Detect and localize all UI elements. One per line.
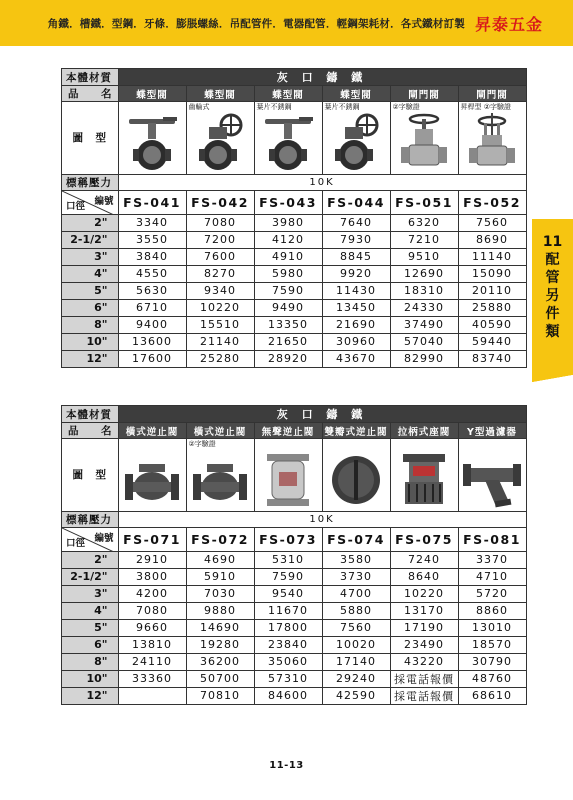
header-categories: 角鐵．槽鐵．型鋼．牙條．膨脹螺絲．吊配管件．電器配管．輕鋼架耗材．各式鐵材訂製	[47, 17, 465, 30]
product-note	[322, 439, 390, 450]
price-cell: 3550	[118, 231, 186, 248]
price-cell: 10220	[186, 299, 254, 316]
price-cell: 4200	[118, 585, 186, 602]
table-row	[62, 636, 527, 653]
price-cell: 43670	[322, 350, 390, 367]
price-cell: 9540	[254, 585, 322, 602]
body-material-value: 灰 口 鑄 鐵	[118, 69, 526, 86]
product-code: FS-072	[186, 527, 254, 551]
product-note	[254, 439, 322, 450]
price-cell: 6320	[390, 214, 458, 231]
product-code: FS-041	[118, 190, 186, 214]
price-cell: 17140	[322, 653, 390, 670]
price-cell: 7590	[254, 282, 322, 299]
price-cell: 4120	[254, 231, 322, 248]
price-cell: 30790	[458, 653, 526, 670]
price-cell: 5910	[186, 568, 254, 585]
price-cell: 13810	[118, 636, 186, 653]
table-row	[62, 551, 527, 568]
size-cell: 8"	[62, 316, 119, 333]
price-cell: 13600	[118, 333, 186, 350]
table-row	[62, 619, 527, 636]
price-cell: 7080	[186, 214, 254, 231]
price-cell: 7030	[186, 585, 254, 602]
product-name: 閘門閥	[458, 86, 526, 102]
product-name: 蝶型閥	[118, 86, 186, 102]
product-name: 橫式逆止閥	[118, 423, 186, 439]
price-cell: 23490	[390, 636, 458, 653]
size-cell: 3"	[62, 248, 119, 265]
price-cell: 4550	[118, 265, 186, 282]
note-row	[62, 102, 527, 113]
image-label: 圖 型	[62, 439, 119, 512]
product-code: FS-044	[322, 190, 390, 214]
size-cell: 3"	[62, 585, 119, 602]
chapter-side-tab	[532, 219, 573, 367]
price-cell: 3370	[458, 551, 526, 568]
price-cell: 3980	[254, 214, 322, 231]
chapter-char: 另	[545, 288, 560, 304]
table-row	[62, 687, 527, 704]
table-row	[62, 299, 527, 316]
size-cell: 6"	[62, 299, 119, 316]
brand-name: 昇泰五金	[474, 14, 543, 34]
product-note: ②字驗證	[186, 439, 254, 450]
price-cell: 5720	[458, 585, 526, 602]
page-header	[0, 0, 573, 46]
price-cell: 48760	[458, 670, 526, 687]
price-cell: 70810	[186, 687, 254, 704]
product-name-label: 品 名	[62, 86, 119, 102]
price-cell: 11140	[458, 248, 526, 265]
price-cell: 29240	[322, 670, 390, 687]
product-name: 蝶型閥	[186, 86, 254, 102]
lever-butterfly-valve-icon	[118, 112, 186, 174]
price-cell: 23840	[254, 636, 322, 653]
price-cell: 83740	[458, 350, 526, 367]
price-cell: 20110	[458, 282, 526, 299]
price-cell: 18310	[390, 282, 458, 299]
price-cell: 7080	[118, 602, 186, 619]
size-cell: 2-1/2"	[62, 231, 119, 248]
size-cell: 2"	[62, 551, 119, 568]
image-row	[62, 449, 527, 511]
price-cell: 7640	[322, 214, 390, 231]
chapter-char: 配	[545, 252, 560, 268]
price-cell: 43220	[390, 653, 458, 670]
price-cell: 5310	[254, 551, 322, 568]
table-row	[62, 316, 527, 333]
price-cell: 7210	[390, 231, 458, 248]
rising-stem-gate-valve-icon	[458, 112, 526, 174]
table-row	[62, 602, 527, 619]
table-row	[62, 585, 527, 602]
price-cell: 42590	[322, 687, 390, 704]
price-cell: 8860	[458, 602, 526, 619]
price-cell: 15090	[458, 265, 526, 282]
price-cell: 36200	[186, 653, 254, 670]
price-cell: 11430	[322, 282, 390, 299]
price-cell: 21140	[186, 333, 254, 350]
price-cell: 3800	[118, 568, 186, 585]
product-note: 葉片不銹鋼	[254, 102, 322, 113]
body-material-label: 本體材質	[62, 406, 119, 423]
price-cell: 18570	[458, 636, 526, 653]
page-number: 11-13	[269, 760, 304, 771]
price-cell: 7560	[322, 619, 390, 636]
pressure-label: 標稱壓力	[62, 511, 119, 527]
price-cell: 採電話報價	[390, 670, 458, 687]
price-cell: 84600	[254, 687, 322, 704]
body-material-value: 灰 口 鑄 鐵	[118, 406, 526, 423]
image-label: 圖 型	[62, 102, 119, 175]
side-tab-tail	[532, 367, 573, 387]
price-cell: 7600	[186, 248, 254, 265]
chapter-char: 類	[545, 324, 560, 340]
lever-butterfly-valve-icon	[254, 112, 322, 174]
code-row	[62, 527, 527, 551]
product-note: 齒輪式	[186, 102, 254, 113]
product-name: 閘門閥	[390, 86, 458, 102]
price-cell: 8640	[390, 568, 458, 585]
size-cell: 10"	[62, 670, 119, 687]
table-row	[62, 282, 527, 299]
size-label: 口徑	[66, 200, 86, 212]
image-row	[62, 112, 527, 174]
product-name-row	[62, 86, 527, 102]
price-cell: 4710	[458, 568, 526, 585]
product-code: FS-042	[186, 190, 254, 214]
price-cell: 59440	[458, 333, 526, 350]
code-label: 編號	[94, 532, 114, 544]
pressure-value: 10K	[118, 511, 526, 527]
product-name: 雙瓣式逆止閥	[322, 423, 390, 439]
gear-butterfly-valve-icon	[322, 112, 390, 174]
note-row	[62, 439, 527, 450]
price-cell: 9920	[322, 265, 390, 282]
table-row	[62, 670, 527, 687]
price-cell: 21650	[254, 333, 322, 350]
product-note: 昇桿型 ②字驗證	[458, 102, 526, 113]
product-note	[118, 102, 186, 113]
size-cell: 8"	[62, 653, 119, 670]
product-note: 葉片不銹鋼	[322, 102, 390, 113]
pressure-label: 標稱壓力	[62, 174, 119, 190]
chapter-number: 11	[542, 234, 563, 250]
size-cell: 2"	[62, 214, 119, 231]
price-cell: 57040	[390, 333, 458, 350]
price-cell: 10020	[322, 636, 390, 653]
price-cell: 30960	[322, 333, 390, 350]
price-cell: 6710	[118, 299, 186, 316]
price-cell: 17600	[118, 350, 186, 367]
product-code: FS-074	[322, 527, 390, 551]
price-cell: 24330	[390, 299, 458, 316]
price-cell: 採電話報價	[390, 687, 458, 704]
price-cell: 9340	[186, 282, 254, 299]
price-cell: 10220	[390, 585, 458, 602]
price-cell: 12690	[390, 265, 458, 282]
price-cell: 13170	[390, 602, 458, 619]
price-cell: 25280	[186, 350, 254, 367]
dual-plate-check-valve-icon	[322, 449, 390, 511]
valve-price-table-1	[61, 68, 527, 368]
table-row	[62, 231, 527, 248]
product-name: 無聲逆止閥	[254, 423, 322, 439]
price-cell: 33360	[118, 670, 186, 687]
price-cell: 28920	[254, 350, 322, 367]
product-code: FS-043	[254, 190, 322, 214]
swing-check-valve-icon	[118, 449, 186, 511]
swing-check-valve-icon	[186, 449, 254, 511]
foot-valve-icon	[390, 449, 458, 511]
price-cell: 25880	[458, 299, 526, 316]
price-cell: 9510	[390, 248, 458, 265]
price-cell: 8845	[322, 248, 390, 265]
product-note	[118, 439, 186, 450]
size-cell: 5"	[62, 282, 119, 299]
price-cell: 8690	[458, 231, 526, 248]
size-cell: 12"	[62, 687, 119, 704]
product-code: FS-081	[458, 527, 526, 551]
price-cell: 7930	[322, 231, 390, 248]
price-cell: 7590	[254, 568, 322, 585]
price-cell: 50700	[186, 670, 254, 687]
price-cell: 68610	[458, 687, 526, 704]
chapter-char: 管	[545, 270, 560, 286]
product-note	[390, 439, 458, 450]
price-cell: 4910	[254, 248, 322, 265]
table-row	[62, 214, 527, 231]
price-cell: 57310	[254, 670, 322, 687]
product-code: FS-051	[390, 190, 458, 214]
product-name: 橫式逆止閥	[186, 423, 254, 439]
price-cell: 19280	[186, 636, 254, 653]
price-cell: 9400	[118, 316, 186, 333]
price-cell: 9660	[118, 619, 186, 636]
size-cell: 4"	[62, 265, 119, 282]
price-cell: 14690	[186, 619, 254, 636]
valve-price-table-2	[61, 405, 527, 705]
code-size-header	[62, 190, 119, 214]
body-material-label: 本體材質	[62, 69, 119, 86]
price-cell: 21690	[322, 316, 390, 333]
code-row	[62, 190, 527, 214]
price-cell: 3340	[118, 214, 186, 231]
price-cell	[118, 687, 186, 704]
price-cell: 24110	[118, 653, 186, 670]
code-size-header	[62, 527, 119, 551]
size-cell: 4"	[62, 602, 119, 619]
price-cell: 35060	[254, 653, 322, 670]
price-cell: 13010	[458, 619, 526, 636]
price-cell: 37490	[390, 316, 458, 333]
pressure-value: 10K	[118, 174, 526, 190]
product-name: 蝶型閥	[254, 86, 322, 102]
price-cell: 7560	[458, 214, 526, 231]
price-cell: 8270	[186, 265, 254, 282]
price-cell: 5880	[322, 602, 390, 619]
price-cell: 40590	[458, 316, 526, 333]
price-cell: 7240	[390, 551, 458, 568]
price-cell: 4700	[322, 585, 390, 602]
price-cell: 3840	[118, 248, 186, 265]
product-name: Y型過濾器	[458, 423, 526, 439]
size-cell: 5"	[62, 619, 119, 636]
size-cell: 2-1/2"	[62, 568, 119, 585]
price-cell: 11670	[254, 602, 322, 619]
price-cell: 9490	[254, 299, 322, 316]
product-code: FS-075	[390, 527, 458, 551]
table-row	[62, 568, 527, 585]
product-name: 拉柄式座閥	[390, 423, 458, 439]
product-code: FS-073	[254, 527, 322, 551]
table-row	[62, 265, 527, 282]
price-cell: 7200	[186, 231, 254, 248]
price-cell: 9880	[186, 602, 254, 619]
price-cell: 82990	[390, 350, 458, 367]
price-cell: 17190	[390, 619, 458, 636]
table-row	[62, 350, 527, 367]
price-cell: 17800	[254, 619, 322, 636]
pressure-row	[62, 511, 527, 527]
product-code: FS-052	[458, 190, 526, 214]
material-row	[62, 69, 527, 86]
product-note: ②字驗證	[390, 102, 458, 113]
price-cell: 2910	[118, 551, 186, 568]
product-name: 蝶型閥	[322, 86, 390, 102]
product-code: FS-071	[118, 527, 186, 551]
table-row	[62, 653, 527, 670]
price-cell: 5630	[118, 282, 186, 299]
product-name-row	[62, 423, 527, 439]
table-row	[62, 333, 527, 350]
price-cell: 13350	[254, 316, 322, 333]
silent-check-valve-icon	[254, 449, 322, 511]
table-row	[62, 248, 527, 265]
product-name-label: 品 名	[62, 423, 119, 439]
size-cell: 10"	[62, 333, 119, 350]
gear-butterfly-valve-icon	[186, 112, 254, 174]
size-cell: 6"	[62, 636, 119, 653]
chapter-char: 件	[545, 306, 560, 322]
product-note	[458, 439, 526, 450]
code-label: 編號	[94, 195, 114, 207]
price-cell: 3730	[322, 568, 390, 585]
price-cell: 3580	[322, 551, 390, 568]
y-strainer-icon	[458, 449, 526, 511]
price-cell: 13450	[322, 299, 390, 316]
pressure-row	[62, 174, 527, 190]
price-cell: 4690	[186, 551, 254, 568]
price-cell: 5980	[254, 265, 322, 282]
size-label: 口徑	[66, 537, 86, 549]
material-row	[62, 406, 527, 423]
size-cell: 12"	[62, 350, 119, 367]
gate-valve-icon	[390, 112, 458, 174]
price-cell: 15510	[186, 316, 254, 333]
